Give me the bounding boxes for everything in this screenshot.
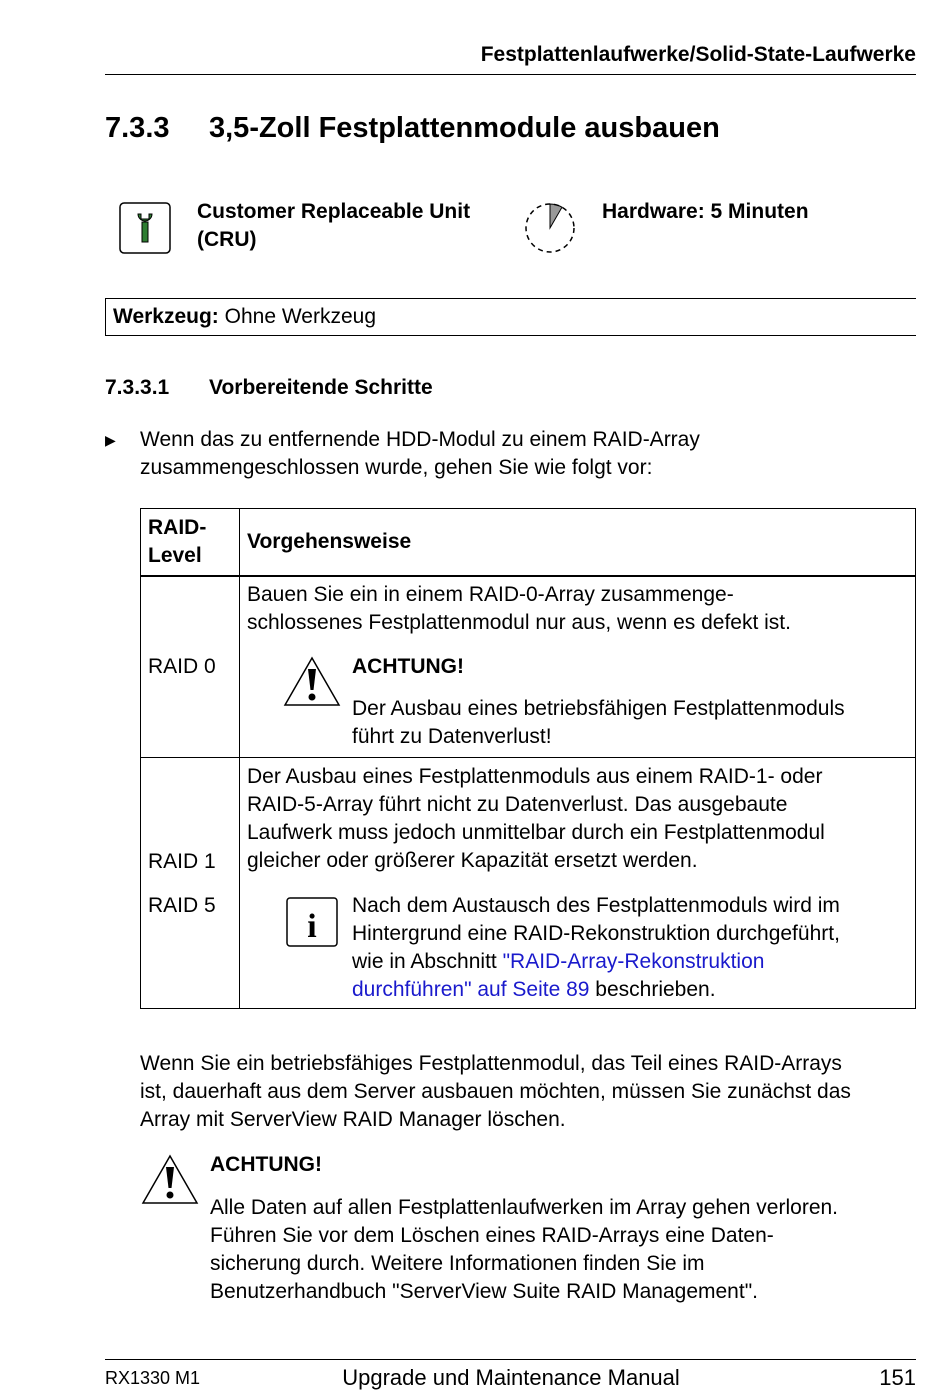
warning-title: ACHTUNG! xyxy=(210,1153,322,1176)
table-row2-level-raid1: RAID 1 xyxy=(148,850,216,873)
raid-rebuild-link[interactable]: "RAID-Array-Rekonstruktion xyxy=(502,950,765,973)
table-row1-level: RAID 0 xyxy=(148,655,216,678)
subsection-number: 7.3.3.1 xyxy=(105,376,170,399)
time-label: Hardware: 5 Minuten xyxy=(602,200,809,223)
triangle-bullet-icon: ▶ xyxy=(105,432,116,448)
footer-rule xyxy=(105,1359,916,1360)
body-paragraph: Wenn Sie ein betriebsfähiges Festplattenmodul, das Teil eines RAID-Arrays ist, dauerhaft aus dem Server ausbauen möchten, müssen Sie zunächst das Array mit ServerView RAID Manager löschen. xyxy=(140,1052,851,1131)
subsection-title-text: Vorbereitende Schritte xyxy=(209,376,433,399)
cru-label: Customer Replaceable Unit (CRU) xyxy=(197,200,471,251)
raid-table xyxy=(140,508,916,1009)
table-header-procedure: Vorgehensweise xyxy=(247,530,412,553)
info-icon xyxy=(286,897,338,952)
footer-title: Upgrade und Maintenance Manual xyxy=(342,1365,680,1390)
table-row2-text: Der Ausbau eines Festplattenmoduls aus einem RAID-1- oder RAID-5-Array führt nicht zu Datenverlust. Das ausgebaute Laufwerk muss jedoch unmittelbar durch ein Festplattenmodul gleicher oder größerer Kapazität ersetzt werden. xyxy=(247,765,825,872)
running-header: Festplattenlaufwerke/Solid-State-Laufwerke xyxy=(105,40,916,75)
raid-rebuild-link-cont[interactable]: durchführen" auf Seite 89 xyxy=(352,978,590,1001)
warning-icon xyxy=(140,1153,200,1212)
table-header-level: RAID- Level xyxy=(148,516,207,567)
table-row1-text: Bauen Sie ein in einem RAID-0-Array zusammenge- schlossenes Festplattenmodul nur aus, wenn es defekt ist. xyxy=(247,583,791,634)
warning-icon xyxy=(282,655,342,714)
section-number: 7.3.3 xyxy=(105,112,170,144)
table-row1-warning-text: Der Ausbau eines betriebsfähigen Festplattenmoduls führt zu Datenverlust! xyxy=(352,697,845,748)
page-number: 151 xyxy=(879,1365,916,1390)
clock-icon xyxy=(522,200,578,261)
subsection-title xyxy=(105,376,433,400)
table-row1-warning-title: ACHTUNG! xyxy=(352,655,464,678)
section-title-text: 3,5-Zoll Festplattenmodule ausbauen xyxy=(209,112,720,144)
tools-value: Ohne Werkzeug xyxy=(224,305,377,328)
wrench-icon xyxy=(119,202,171,259)
table-row2-level-raid5: RAID 5 xyxy=(148,894,216,917)
warning-text: Alle Daten auf allen Festplattenlaufwerken im Array gehen verloren. Führen Sie vor dem Löschen eines RAID-Arrays eine Daten- sicherung durch. Weitere Informationen finden Sie im Benutzerhandbuch "ServerView Suite RAID Management". xyxy=(210,1196,839,1303)
section-title xyxy=(105,112,720,145)
table-row2-info-text: Nach dem Austausch des Festplattenmoduls wird im Hintergrund eine RAID-Rekonstruktion durchgeführt, wie in Abschnitt "RAID-Array-Rekonstruktion durchführen" auf Seite 89 beschrieben. xyxy=(352,894,840,1001)
tools-box xyxy=(105,298,916,336)
tools-label: Werkzeug: xyxy=(113,305,219,328)
footer-model: RX1330 M1 xyxy=(105,1368,201,1388)
svg-text:i: i xyxy=(307,908,317,945)
